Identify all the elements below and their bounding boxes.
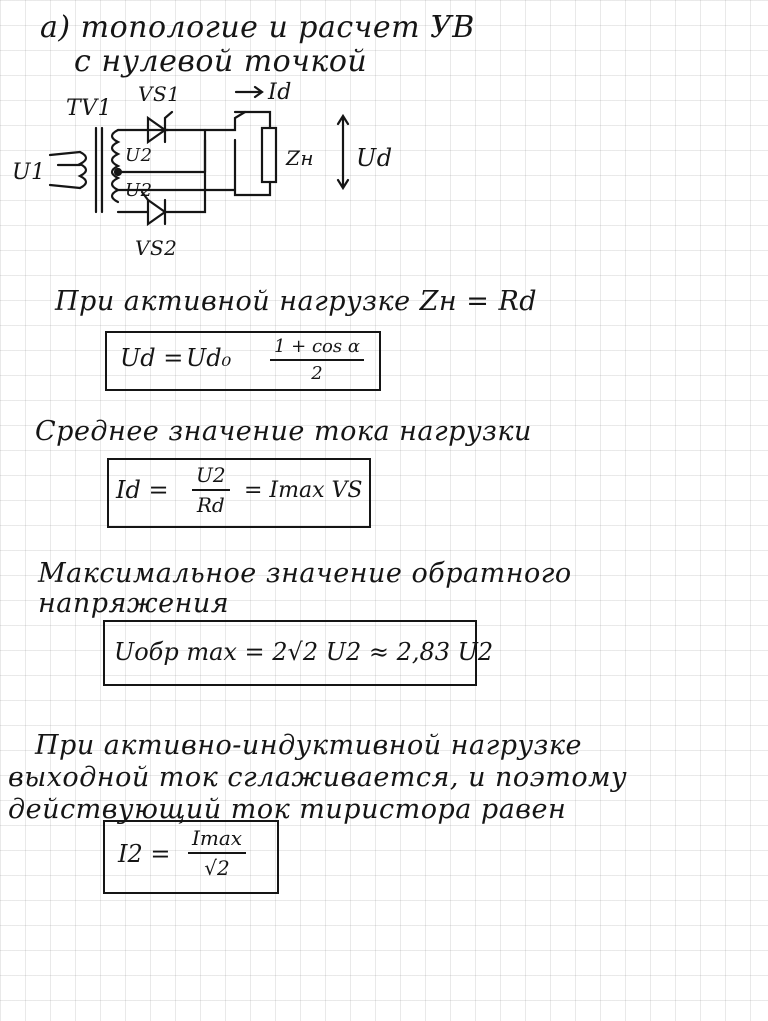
wire-load-bottom <box>235 140 270 195</box>
formula-1-fraction <box>270 336 364 384</box>
primary-winding <box>58 152 86 188</box>
formula-4-denominator: √2 <box>204 856 230 880</box>
formula-4-numerator: Imax <box>188 826 246 854</box>
title-line-1: а) топологие и расчет УВ <box>40 10 475 45</box>
formula-1-numerator: 1 + cos α <box>270 336 364 361</box>
label-u1: U1 <box>12 160 46 185</box>
formula-2-numerator: U2 <box>192 463 230 491</box>
formula-2-denominator: Rd <box>196 493 225 517</box>
formula-4-fraction <box>188 826 246 880</box>
label-u2-bottom: U2 <box>125 180 153 201</box>
section-4-heading-line-2: выходной ток сглаживается, и поэтому <box>8 762 628 793</box>
label-tv1: TV1 <box>66 96 113 121</box>
thyristor-vs1 <box>148 112 172 142</box>
section-4-heading-line-3: действующий ток тиристора равен <box>8 794 567 825</box>
primary-lead-bottom <box>50 185 80 188</box>
formula-1-lhs: Ud = <box>120 344 184 372</box>
current-arrow <box>236 87 262 97</box>
wire-vs1-out <box>165 112 245 130</box>
label-ud: Ud <box>356 144 393 172</box>
secondary-winding <box>112 130 118 202</box>
label-vs2: VS2 <box>135 236 178 260</box>
section-1-heading: При активной нагрузке Zн = Rd <box>55 286 538 317</box>
primary-lead-top <box>50 152 80 155</box>
formula-2-rhs: = Imax VS <box>244 478 363 503</box>
title-line-2: с нулевой точкой <box>74 44 368 79</box>
label-id: Id <box>268 80 292 105</box>
formula-3: Uобр max = 2√2 U2 ≈ 2,83 U2 <box>114 638 494 666</box>
load-resistor <box>262 128 276 182</box>
section-2-heading: Среднее значение тока нагрузки <box>35 416 532 447</box>
section-4-heading-line-1: При активно-индуктивной нагрузке <box>35 730 582 761</box>
voltage-arrow <box>338 116 348 188</box>
label-vs1: VS1 <box>138 82 181 106</box>
formula-1-denominator: 2 <box>311 363 323 384</box>
formula-2-fraction <box>192 463 230 517</box>
label-zn: Zн <box>286 146 315 170</box>
section-3-heading-line-2: напряжения <box>38 588 230 619</box>
formula-2-lhs: Id = <box>116 476 169 504</box>
label-u2-top: U2 <box>125 145 153 166</box>
formula-1-mid: Ud₀ <box>186 344 232 372</box>
formula-4-lhs: I2 = <box>118 840 171 868</box>
section-3-heading-line-1: Максимальное значение обратного <box>38 558 572 589</box>
